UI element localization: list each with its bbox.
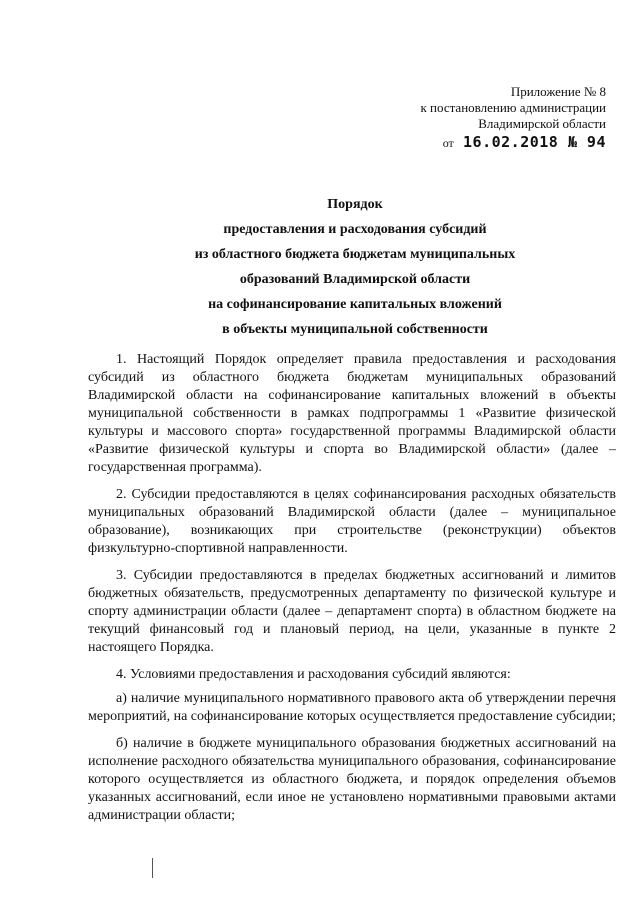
paragraph-5a: а) наличие муниципального нормативного правового акта об утверждении перечня мероприятий, на софинансирование которых осуществляется предоставление субсидии; — [88, 691, 616, 724]
paragraph-3: 3. Субсидии предоставляются в пределах бюджетных ассигнований и лимитов бюджетных обязательств, предусмотренных департаменту по физической культуре и спорту администрации области (далее – департамент спорта) в областном бюджете на текущий финансовый год и плановый период, на цели, указанные в пункте 2 настоящего Порядка. — [88, 568, 616, 655]
appendix-region: Владимирской области — [478, 116, 606, 131]
paragraph-5b: б) наличие в бюджете муниципального образования бюджетных ассигнований на исполнение расходного обязательства муниципального образования, софинансирование которого осуществляется из областного бюджета, и порядок определения объемов указанных ассигнований, если иное не установлено нормативными правовыми актами администрации области; — [88, 736, 616, 823]
paragraph-2: 2. Субсидии предоставляются в целях софинансирования расходных обязательств муниципальных образований Владимирской области (далее – муниципальное образование), возникающих при строительстве (реконструкции) объектов физкультурно-спортивной направленности. — [88, 487, 616, 556]
paragraph-4: 4. Условиями предоставления и расходования субсидий являются: — [116, 667, 511, 682]
appendix-date-line — [420, 134, 606, 151]
title-line-3: из областного бюджета бюджетам муниципальных — [194, 247, 516, 262]
document-title — [60, 192, 640, 342]
title-line-5: на софинансирование капитальных вложений — [208, 297, 502, 312]
title-line-4: образований Владимирской области — [239, 272, 471, 287]
title-line-2: предоставления и расходования субсидий — [223, 222, 487, 237]
date-number-stamp: 16.02.2018 № 94 — [463, 133, 606, 151]
date-prefix: от — [442, 136, 454, 150]
paragraph-1: 1. Настоящий Порядок определяет правила предоставления и расходования субсидий из областного бюджета бюджетам муниципальных образований Владимирской области на софинансирование капитальных вложений в объекты муниципальной собственности в рамках подпрограммы 1 «Развитие физической культуры и массового спорта» государственной программы Владимирской области «Развитие физической культуры и спорта во Владимирской области» (далее – государственная программа). — [88, 352, 616, 475]
title-line-1: Порядок — [327, 197, 383, 212]
title-line-6: в объекты муниципальной собственности — [222, 322, 488, 337]
document-body — [88, 351, 616, 834]
appendix-header — [420, 84, 606, 151]
appendix-resolution: к постановлению администрации — [420, 100, 606, 115]
scan-artifact-line — [152, 858, 153, 878]
appendix-number: Приложение № 8 — [510, 84, 606, 99]
